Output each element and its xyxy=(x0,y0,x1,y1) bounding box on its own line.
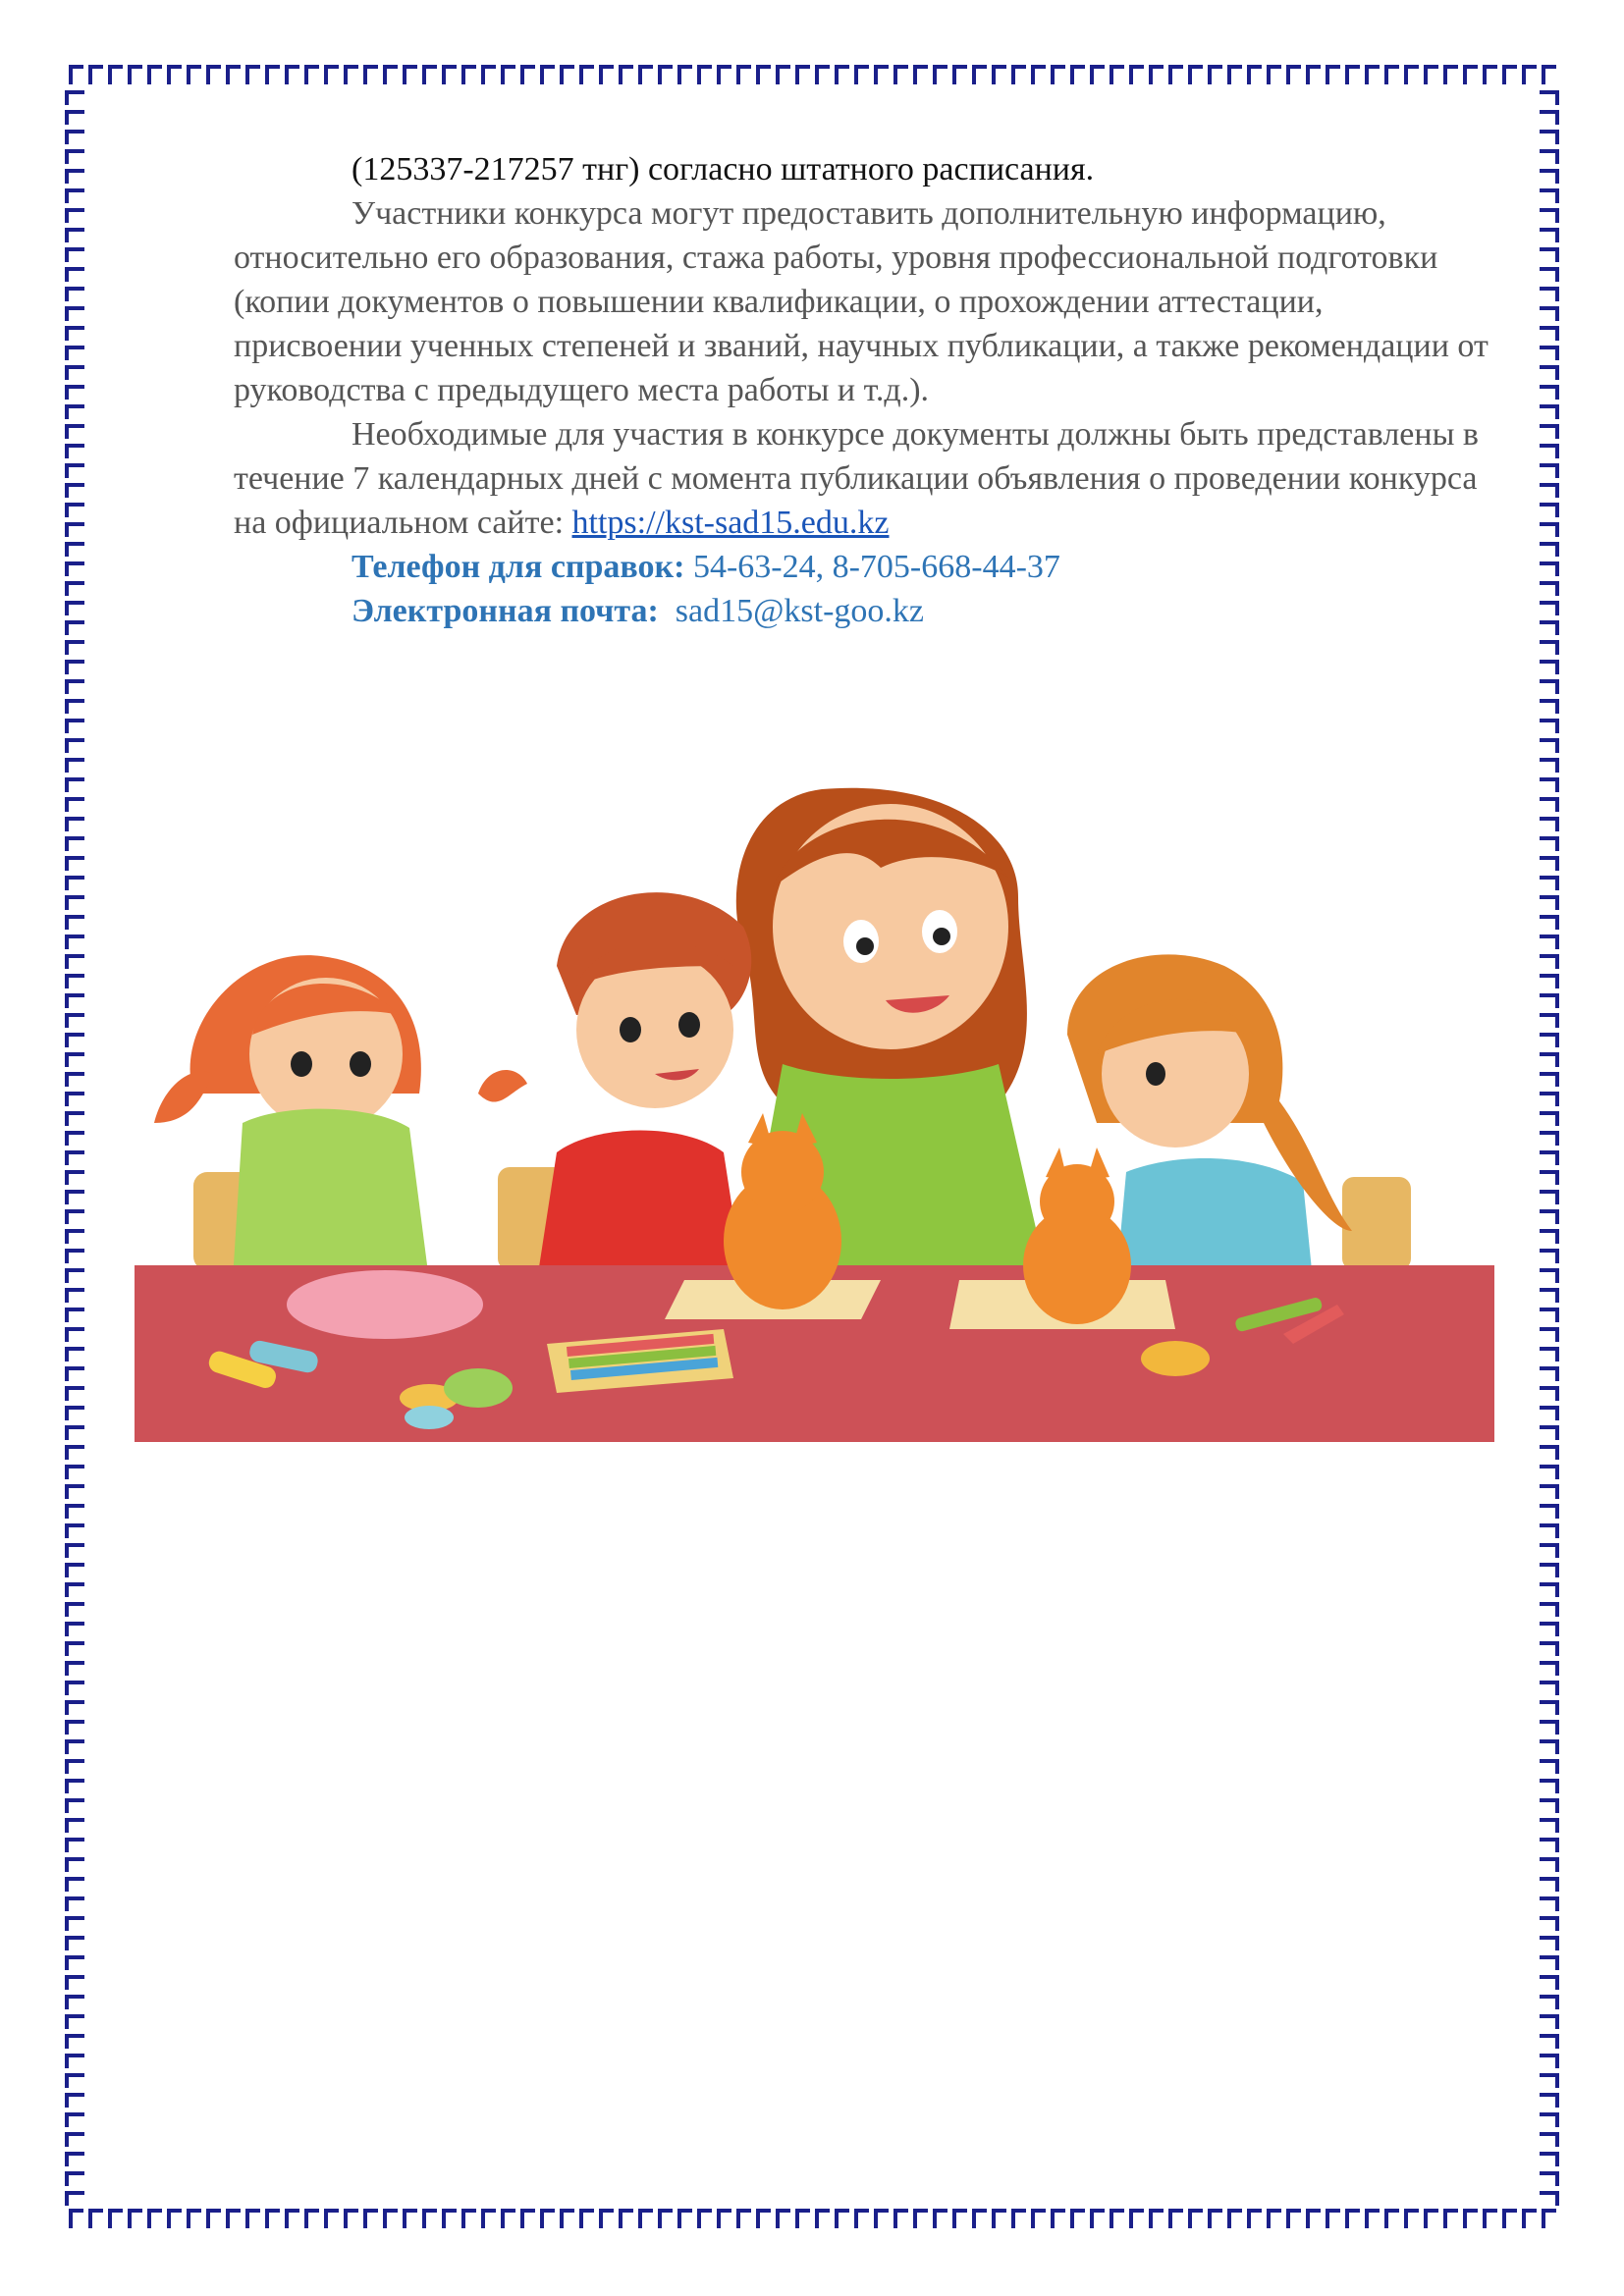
email-value: sad15@kst-goo.kz xyxy=(658,593,925,629)
documents-deadline-paragraph xyxy=(234,412,1490,545)
email-label: Электронная почта: xyxy=(352,593,659,629)
email-line xyxy=(234,589,1490,633)
teacher-children-modeling-clay-illustration xyxy=(135,770,1494,1442)
salary-line: (125337-217257 тнг) согласно штатного расписания. xyxy=(352,151,1095,187)
phone-line xyxy=(234,545,1490,589)
official-site-link[interactable]: https://kst-sad15.edu.kz xyxy=(571,505,890,541)
documents-deadline-text: Необходимые для участия в конкурсе документы должны быть представлены в течение 7 календарных дней с момента публикации объявления о проведении конкурса на официальном сайте: xyxy=(234,416,1479,541)
additional-info-paragraph: Участники конкурса могут предоставить дополнительную информацию, относительно его образования, стажа работы, уровня профессиональной подготовки (копии документов о повышении квалификации, о прохождении аттестации, присвоении ученных степеней и званий, научных публикации, а также рекомендации от руководства с предыдущего места работы и т.д.). xyxy=(234,195,1489,408)
phone-value: 54-63-24, 8-705-668-44-37 xyxy=(684,549,1060,585)
phone-label: Телефон для справок: xyxy=(352,549,685,585)
announcement-text xyxy=(234,147,1490,633)
